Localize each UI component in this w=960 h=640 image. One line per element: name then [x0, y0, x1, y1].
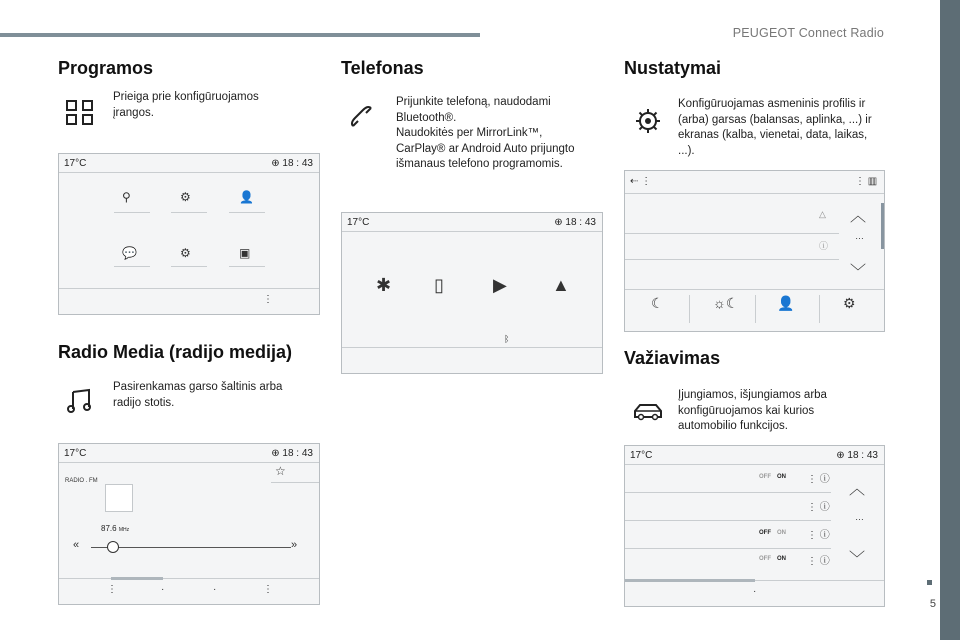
day-night-icon[interactable]: ☼☾: [713, 295, 739, 311]
more-icon[interactable]: ⋮ ⓘ: [807, 530, 830, 541]
chevron-down-icon[interactable]: ﹀: [850, 264, 867, 281]
tab-divider: [819, 295, 820, 323]
tile-underline: [114, 266, 150, 267]
dot-icon[interactable]: ·: [161, 584, 165, 595]
list-divider: [625, 520, 831, 521]
tile-underline: [229, 212, 265, 213]
night-mode-icon[interactable]: ☾: [651, 295, 664, 311]
tab-divider: [689, 295, 690, 323]
status-bar: [342, 213, 602, 231]
bottom-divider: [59, 578, 319, 579]
band-label: RADIO . FM: [65, 478, 98, 484]
music-note-icon: [67, 388, 93, 414]
grid-icon: [66, 100, 94, 126]
more-icon[interactable]: ⋮ ⓘ: [807, 556, 830, 567]
status-divider: [342, 231, 602, 232]
list-divider: [271, 482, 319, 483]
list-divider: [625, 233, 839, 234]
carplay-icon[interactable]: ▶: [493, 275, 507, 295]
temperature: 17°C: [347, 217, 370, 228]
list-divider: [625, 259, 839, 260]
more-icon[interactable]: ⋮ ⓘ: [807, 502, 830, 513]
menu-icon[interactable]: ⋮ ▥: [855, 176, 878, 187]
page-indicator: [111, 577, 163, 580]
bluetooth-status-icon: ᛒ: [504, 334, 510, 344]
more-icon[interactable]: ⋮: [107, 584, 117, 595]
temperature: 17°C: [630, 450, 653, 461]
dot-icon[interactable]: ·: [213, 584, 217, 595]
frequency-slider[interactable]: [91, 547, 291, 548]
toggle-switch[interactable]: OFF ON: [759, 474, 786, 480]
status-bar: [625, 446, 884, 464]
programos-description: Prieiga prie konfigūruojamos įrangos.: [113, 91, 259, 119]
page-indicator: [625, 579, 755, 582]
bottom-divider: [625, 289, 884, 290]
clock-settings-icon[interactable]: ⚙: [180, 190, 191, 204]
car-icon: [632, 400, 664, 422]
bluetooth-icon[interactable]: ✱: [376, 275, 392, 295]
clock: ⊕ 18 : 43: [836, 450, 878, 461]
station-artwork: [105, 484, 133, 512]
back-icon[interactable]: ⇠ ⋮: [630, 176, 652, 187]
chevron-up-icon[interactable]: ︿: [850, 208, 867, 225]
chat-icon[interactable]: 💬: [122, 246, 137, 260]
temperature: 17°C: [64, 158, 87, 169]
user-icon[interactable]: 👤: [239, 190, 254, 204]
telefonas-screen: [341, 212, 603, 374]
side-band: [940, 0, 960, 640]
radio-description: Pasirenkamas garso šaltinis arba radijo stotis.: [113, 381, 283, 409]
settings-icon[interactable]: ⚙: [843, 295, 856, 311]
vaziavimas-description: Įjungiamos, išjungiamos arba konfigūruojamos kai kurios automobilio funkcijos.: [678, 389, 827, 432]
clock: ⊕ 18 : 43: [554, 217, 596, 228]
info-icon[interactable]: ⓘ: [819, 241, 829, 251]
status-bar: [59, 154, 319, 172]
cog-icon[interactable]: ⚙: [180, 246, 191, 260]
connectivity-icon[interactable]: ⚲: [122, 190, 131, 204]
warning-icon: △: [819, 209, 826, 219]
vaziavimas-screen: [624, 445, 885, 607]
header-bar: [0, 33, 480, 37]
tile-underline: [114, 212, 150, 213]
nustatymai-title: Nustatymai: [624, 58, 722, 78]
slider-handle[interactable]: [107, 541, 119, 553]
favorite-star-icon[interactable]: ☆: [275, 464, 286, 478]
vaziavimas-title: Važiavimas: [624, 348, 721, 368]
clock: ⊕ 18 : 43: [271, 448, 313, 459]
header-divider: [625, 193, 884, 194]
programos-title: Programos: [58, 58, 154, 78]
bottom-divider: [342, 347, 602, 348]
telefonas-description: Prijunkite telefoną, naudodami Bluetooth®. Naudokitės per MirrorLink™, CarPlay® ar Android Auto prijungto išmanaus telefono programomis.: [396, 96, 575, 170]
clock: ⊕ 18 : 43: [271, 158, 313, 169]
programos-screen: [58, 153, 320, 315]
brand-label: PEUGEOT Connect Radio: [732, 26, 884, 40]
radio-screen: [58, 443, 320, 605]
toggle-switch[interactable]: OFF ON: [759, 556, 786, 562]
frequency-readout: 87.6 MHz: [101, 524, 130, 533]
toggle-switch[interactable]: OFF ON: [759, 530, 786, 536]
status-divider: [625, 464, 884, 465]
phone-icon: [349, 104, 375, 130]
scrollbar[interactable]: [881, 203, 884, 249]
more-icon[interactable]: ⋮ ⓘ: [807, 474, 830, 485]
page-bullet: [927, 580, 932, 585]
page-number: 5: [929, 598, 936, 610]
temperature: 17°C: [64, 448, 87, 459]
contacts-icon[interactable]: ▣: [239, 246, 251, 260]
mirrorlink-icon[interactable]: ▯: [434, 275, 444, 295]
more-horizontal-icon[interactable]: …: [855, 231, 864, 241]
chevron-up-icon[interactable]: ︿: [849, 481, 866, 498]
more-icon[interactable]: ⋮: [263, 584, 273, 595]
seek-back-icon[interactable]: «: [73, 539, 80, 551]
dot-icon[interactable]: ·: [753, 586, 757, 597]
tab-divider: [755, 295, 756, 323]
bottom-divider: [59, 288, 319, 289]
seek-forward-icon[interactable]: »: [291, 539, 298, 551]
list-divider: [625, 492, 831, 493]
chevron-down-icon[interactable]: ﹀: [849, 551, 866, 568]
more-horizontal-icon[interactable]: …: [855, 512, 864, 522]
tile-underline: [171, 212, 207, 213]
radio-title: Radio Media (radijo medija): [58, 342, 293, 362]
nustatymai-screen: [624, 170, 885, 332]
more-icon[interactable]: ⋮: [263, 294, 273, 305]
status-divider: [59, 172, 319, 173]
nustatymai-description: Konfigūruojamas asmeninis profilis ir (arba) garsas (balansas, aplinka, ...) ir ekranas (kalba, vienetai, data, laikas, ...).: [678, 98, 872, 157]
list-divider: [625, 548, 831, 549]
gear-icon: [634, 107, 662, 135]
profile-icon[interactable]: 👤: [777, 295, 795, 311]
tile-underline: [229, 266, 265, 267]
status-bar: [59, 444, 319, 462]
status-divider: [59, 462, 319, 463]
tile-underline: [171, 266, 207, 267]
android-auto-icon[interactable]: ▲: [552, 275, 570, 295]
telefonas-title: Telefonas: [341, 58, 424, 78]
